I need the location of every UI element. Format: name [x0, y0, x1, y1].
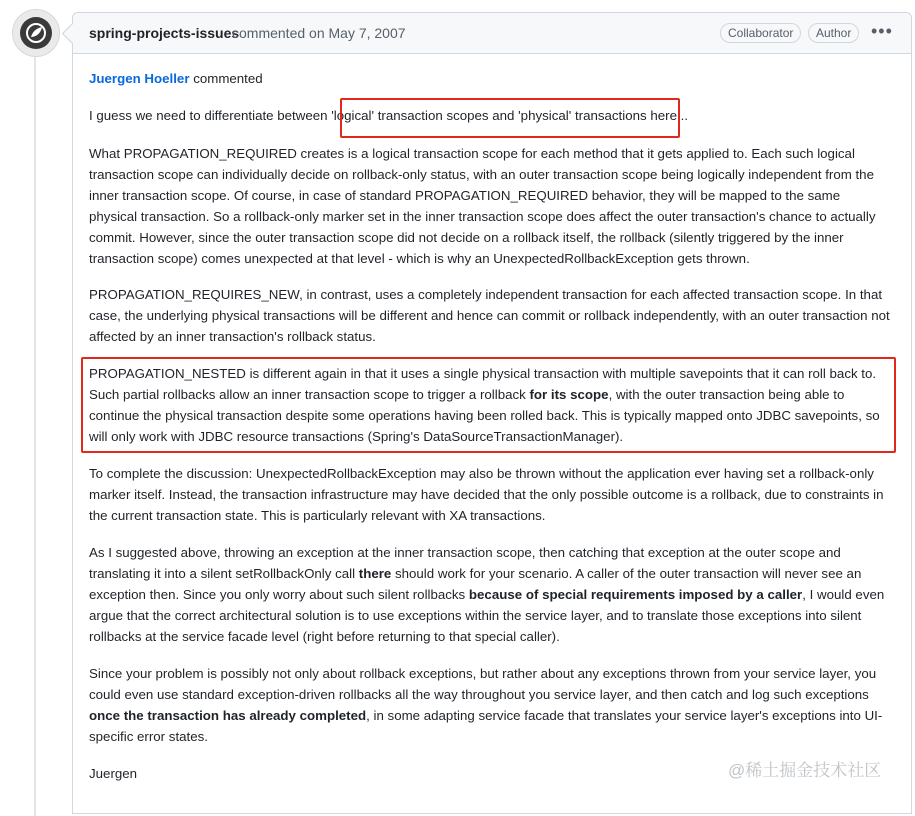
suggest-text-bold-1: there [358, 566, 392, 581]
nested-text-bold: for its scope [529, 387, 609, 402]
kebab-menu-icon[interactable]: ••• [871, 21, 893, 41]
paragraph-complete: To complete the discussion: UnexpectedRollbackException may also be thrown without the application ever having set a rollback-only marker itself. Instead, the transaction infrastructure may have decided that the only possible outcome is a rollback, due to constraints in the current transaction state. This is particularly relevant with XA transactions. [89, 466, 884, 523]
paragraph-nested [89, 363, 891, 447]
guess-text-pre: I guess we need to differentiate between [89, 108, 332, 123]
suggest-text-bold-2: because of special requirements imposed by a caller [468, 587, 803, 602]
signature: Juergen [89, 766, 138, 781]
intro-suffix: commented [189, 71, 263, 86]
paragraph-requires-new: PROPAGATION_REQUIRES_NEW, in contrast, uses a completely independent transaction for each affected transaction scope. In that case, the underlying physical transactions will be different and hence can commit or rollback independently, with an outer transaction not affected by an inner transaction's rollback status. [89, 287, 890, 344]
timeline-line [34, 56, 36, 816]
since-text-c: , in some adapting service facade that translates your service layer's exceptions into UI-specific error states. [89, 708, 883, 744]
author-name-link[interactable]: Juergen Hoeller [89, 71, 190, 86]
guess-text-post: here... [646, 108, 689, 123]
avatar[interactable] [12, 9, 60, 57]
comment-author-link[interactable]: spring-projects-issues [89, 25, 240, 41]
suggest-text-a: As I suggested above, throwing an exception at the inner transaction scope, then catching that exception at the outer scope and translating it into a silent setRollbackOnly call [89, 545, 841, 581]
suggest-text-e: , I would even argue that the correct architectural solution is to use exceptions within the service layer, and to translate those exceptions into silent rollbacks at the service facade level (right before returning to that special caller). [89, 587, 885, 644]
spring-leaf-icon [20, 17, 52, 49]
comment-card [72, 12, 912, 814]
author-badge: Author [808, 23, 859, 43]
paragraph-suggest [89, 542, 891, 647]
since-text-bold: once the transaction has already completed [89, 708, 367, 723]
watermark-text: @稀土掘金技术社区 [728, 761, 882, 780]
suggest-text-c: should work for your scenario. A caller of the outer transaction will never see an exception then. Since you only worry about such silent rollbacks [89, 566, 862, 602]
since-text-a: Since your problem is possibly not only about rollback exceptions, but rather about any exceptions thrown from your service layer, you could even use standard exception-driven rollbacks all the way throughout you service layer, and then catch and log such exceptions [89, 666, 877, 702]
paragraph-since [89, 663, 891, 747]
intro-line [89, 68, 263, 89]
comment-timestamp[interactable]: commented on May 7, 2007 [232, 25, 406, 41]
paragraph-guess [89, 105, 688, 126]
nested-text-pre: PROPAGATION_NESTED is different again in that it uses a single physical transaction with multiple savepoints that it can roll back to. Such partial rollbacks allow an inner transaction scope to trigger a rollback [89, 366, 877, 402]
comment-header [73, 13, 911, 54]
nested-text-post: , with the outer transaction being able to continue the physical transaction despite some operations having been rolled back. This is typically mapped onto JDBC savepoints, so will only work with JDBC resource transactions (Spring's DataSourceTransactionManager). [89, 387, 880, 444]
paragraph-required: What PROPAGATION_REQUIRED creates is a logical transaction scope for each method that it gets applied to. Each such logical transaction scope can individually decide on rollback-only status, with an outer transaction scope being logically independent from the inner transaction scope. Of course, in case of standard PROPAGATION_REQUIRED behavior, they will be mapped to the same physical transaction. So a rollback-only marker set in the inner transaction scope does affect the outer transaction's chance to actually commit. However, since the outer transaction scope did not decide on a rollback itself, the rollback (silently triggered by the inner transaction scope) comes unexpected at that level - which is why an UnexpectedRollbackException gets thrown. [89, 146, 876, 266]
guess-text-highlight: 'logical' transaction scopes and 'physical' transactions [331, 108, 647, 123]
collaborator-badge: Collaborator [720, 23, 801, 43]
watermark [728, 756, 881, 781]
